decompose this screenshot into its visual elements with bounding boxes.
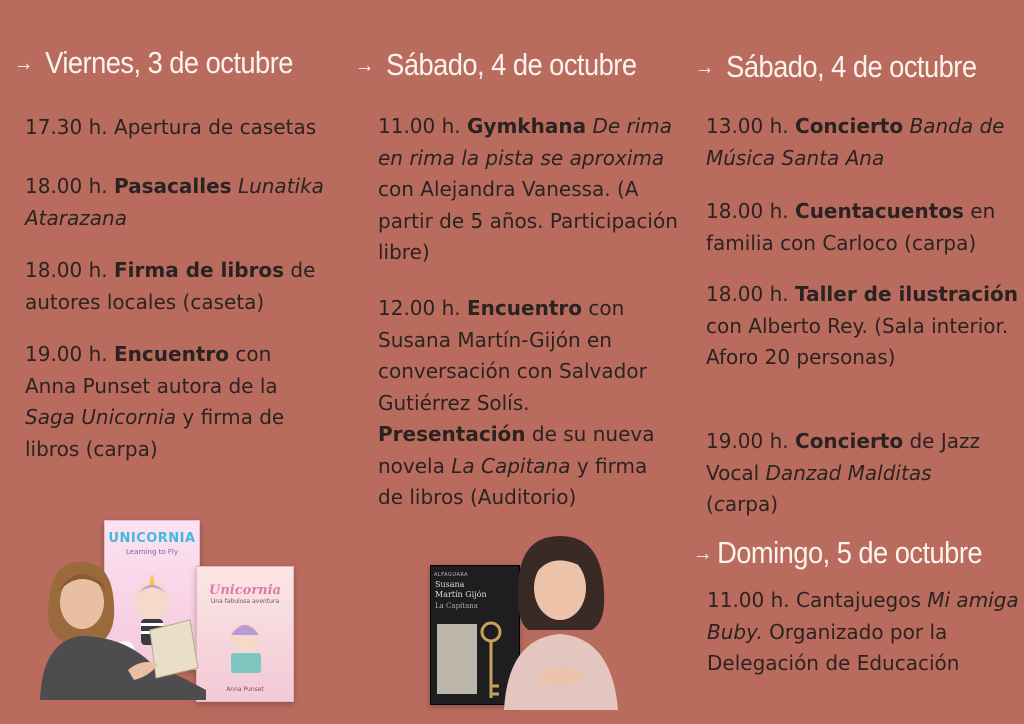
book-title: La Capitana [435, 602, 478, 610]
event-time: 18.00 h. [25, 174, 108, 198]
event-text: con Alejandra Vanessa. (A partir de 5 años. Participación libre) [378, 177, 678, 264]
day-title: Viernes, 3 de octubre [45, 45, 293, 80]
event-title-italic: La Capitana [451, 453, 571, 478]
book-cover-unicornia-2 [196, 566, 294, 702]
event-highlight: Taller de ilustración [795, 282, 1018, 306]
day-title: Sábado, 4 de octubre [386, 47, 637, 82]
event-time: 19.00 h. [706, 429, 789, 453]
event-text: de autores locales (caseta) [25, 258, 316, 314]
event-highlight: Presentación [378, 422, 526, 446]
arrow-right-icon: → [355, 52, 374, 77]
event-highlight: Encuentro [114, 342, 229, 366]
event-highlight: Concierto [795, 114, 904, 138]
event-2-1 [706, 196, 1018, 259]
event-highlight: Pasacalles [114, 174, 232, 198]
book-title: UNICORNIA [108, 531, 196, 546]
event-3-0 [707, 585, 1019, 680]
event-0-1 [25, 171, 345, 234]
event-time: 11.00 h. [378, 114, 461, 138]
publisher-label: ALFAGUARA [434, 572, 469, 578]
event-title-italic: Saga Unicornia [25, 405, 177, 429]
author-photo-susana-martin-gijon [496, 530, 626, 710]
event-title-italic: Banda de Música Santa Ana [706, 114, 1005, 170]
event-text: con Anna Punset autora de la [25, 342, 278, 398]
event-highlight: Encuentro [467, 296, 582, 320]
arrow-right-icon: → [693, 540, 712, 565]
event-text: con Susana Martín-Gijón en conversación con Salvador Gutiérrez Solís. [378, 296, 647, 415]
event-2-2 [706, 279, 1018, 374]
event-time: 13.00 h. [706, 114, 789, 138]
event-time: 18.00 h. [25, 258, 108, 282]
unicorn-illustration [197, 613, 293, 683]
book-subtitle: Learning to Fly [126, 548, 178, 556]
event-highlight: Gymkhana [467, 114, 587, 138]
event-text: de Jazz Vocal [706, 429, 980, 485]
event-highlight: Cuentacuentos [795, 199, 964, 223]
event-title-italic: Mi amiga Buby. [707, 588, 1019, 644]
event-time: 12.00 h. [378, 296, 461, 320]
event-text: arpa) [724, 492, 779, 516]
event-text: con Alberto Rey. (Sala interior. Aforo 20 personas) [706, 313, 1009, 369]
day-heading-viernes [14, 45, 293, 81]
event-text: de su nueva novela [378, 422, 655, 478]
event-time: 18.00 h. [706, 199, 789, 223]
event-1-0 [378, 111, 690, 269]
day-heading-sabado-1 [355, 47, 636, 83]
event-highlight: Firma de libros [114, 258, 285, 282]
event-text: y firma de libros (carpa) [25, 405, 285, 461]
event-title-italic: Danzad Malditas [765, 460, 932, 485]
book-author-line2: Martín Gijón [435, 590, 487, 599]
event-time: 11.00 h. [707, 588, 790, 612]
event-title-italic: c [713, 492, 725, 516]
event-0-0 [25, 112, 345, 144]
day-title: Sábado, 4 de octubre [726, 49, 977, 84]
day-title: Domingo, 5 de octubre [717, 535, 983, 570]
event-title-italic: Lunatika Atarazana [25, 174, 324, 230]
event-text: Cantajuegos [796, 588, 921, 612]
event-time: 18.00 h. [706, 282, 789, 306]
event-0-2 [25, 255, 345, 318]
event-text: Apertura de casetas [114, 115, 317, 139]
event-0-3 [25, 339, 325, 465]
book-author-line1: Susana [435, 580, 465, 589]
book-author: Anna Punset [226, 686, 264, 693]
event-2-3 [706, 426, 1006, 521]
event-1-1 [378, 293, 678, 514]
event-title-italic: De rima en rima la pista se aproxima [378, 114, 673, 170]
event-time: 17.30 h. [25, 115, 108, 139]
event-text: ( [706, 492, 714, 516]
event-text: y firma de libros (Auditorio) [378, 453, 648, 509]
arrow-right-icon: → [14, 50, 33, 75]
book-subtitle: Una fabulosa aventura [210, 598, 280, 605]
event-2-0 [706, 111, 1018, 174]
event-text: en familia con Carloco (carpa) [706, 199, 996, 255]
book-title: Unicornia [209, 583, 281, 598]
author-photo-anna-punset [30, 550, 210, 700]
event-highlight: Concierto [795, 429, 904, 453]
day-heading-domingo [693, 535, 982, 571]
event-time: 19.00 h. [25, 342, 108, 366]
arrow-right-icon: → [695, 54, 714, 79]
day-heading-sabado-2 [695, 49, 976, 85]
event-text: Organizado por la Delegación de Educación [707, 619, 960, 675]
